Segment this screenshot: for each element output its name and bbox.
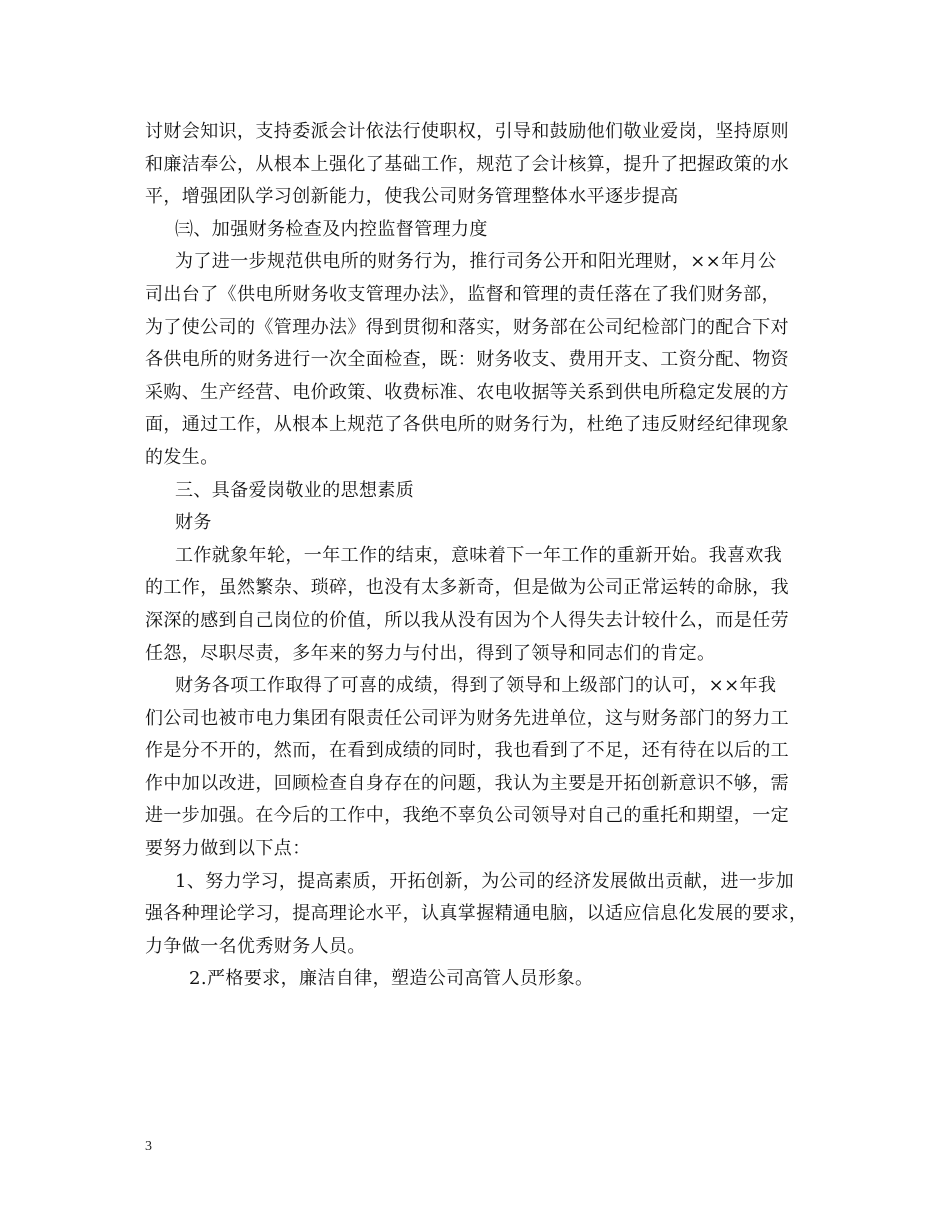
text-line: 力争做一名优秀财务人员。 bbox=[145, 935, 366, 957]
text-line: 为了进一步规范供电所的财务行为，推行司务公开和阳光理财，××年月公 bbox=[175, 251, 777, 273]
list-item: 2.严格要求，廉洁自律，塑造公司高管人员形象。 bbox=[189, 968, 594, 990]
section-heading: 三、具备爱岗敬业的思想素质 bbox=[175, 479, 415, 501]
text-line: 任怨，尽职尽责，多年来的努力与付出，得到了领导和同志们的肯定。 bbox=[145, 642, 716, 664]
text-line: 作中加以改进，回顾检查自身存在的问题，我认为主要是开拓创新意识不够，需 bbox=[145, 772, 789, 794]
text-line: 平，增强团队学习创新能力，使我公司财务管理整体水平逐步提高 bbox=[145, 186, 679, 208]
text-line: 财务各项工作取得了可喜的成绩，得到了领导和上级部门的认可，××年我 bbox=[175, 675, 777, 697]
text-line: 作是分不开的，然而，在看到成绩的同时，我也看到了不足，还有待在以后的工 bbox=[145, 740, 789, 762]
text-line: 强各种理论学习，提高理论水平，认真掌握精通电脑，以适应信息化发展的要求， bbox=[145, 903, 808, 925]
text-line: 深深的感到自己岗位的价值，所以我从没有因为个人得失去计较什么，而是任劳 bbox=[145, 609, 789, 631]
text-line: 财务 bbox=[175, 512, 212, 534]
text-line: 进一步加强。在今后的工作中，我绝不辜负公司领导对自己的重托和期望，一定 bbox=[145, 805, 789, 827]
text-line: 面，通过工作，从根本上规范了各供电所的财务行为，杜绝了违反财经纪律现象 bbox=[145, 414, 789, 436]
text-line: 的发生。 bbox=[145, 446, 219, 468]
text-line: 工作就象年轮，一年工作的结束，意味着下一年工作的重新开始。我喜欢我 bbox=[175, 544, 783, 566]
text-line: 采购、生产经营、电价政策、收费标准、农电收据等关系到供电所稳定发展的方 bbox=[145, 381, 789, 403]
body-text bbox=[145, 116, 813, 996]
text-line: 们公司也被市电力集团有限责任公司评为财务先进单位，这与财务部门的努力工 bbox=[145, 707, 789, 729]
section-heading: ㈢、加强财务检查及内控监督管理力度 bbox=[175, 218, 488, 240]
text-line: 讨财会知识，支持委派会计依法行使职权，引导和鼓励他们敬业爱岗，坚持原则 bbox=[145, 121, 789, 142]
text-line: 要努力做到以下点： bbox=[145, 838, 311, 860]
page-number: 3 bbox=[145, 1139, 152, 1154]
list-item: 1、努力学习，提高素质，开拓创新，为公司的经济发展做出贡献，进一步加 bbox=[175, 870, 795, 892]
text-line: 各供电所的财务进行一次全面检查，既：财务收支、费用开支、工资分配、物资 bbox=[145, 349, 789, 371]
text-line: 为了使公司的《管理办法》得到贯彻和落实，财务部在公司纪检部门的配合下对 bbox=[145, 316, 789, 338]
text-line: 的工作，虽然繁杂、琐碎，也没有太多新奇，但是做为公司正常运转的命脉，我 bbox=[145, 577, 789, 599]
text-line: 司出台了《供电所财务收支管理办法》，监督和管理的责任落在了我们财务部， bbox=[145, 283, 780, 305]
text-line: 和廉洁奉公，从根本上强化了基础工作，规范了会计核算，提升了把握政策的水 bbox=[145, 153, 789, 175]
